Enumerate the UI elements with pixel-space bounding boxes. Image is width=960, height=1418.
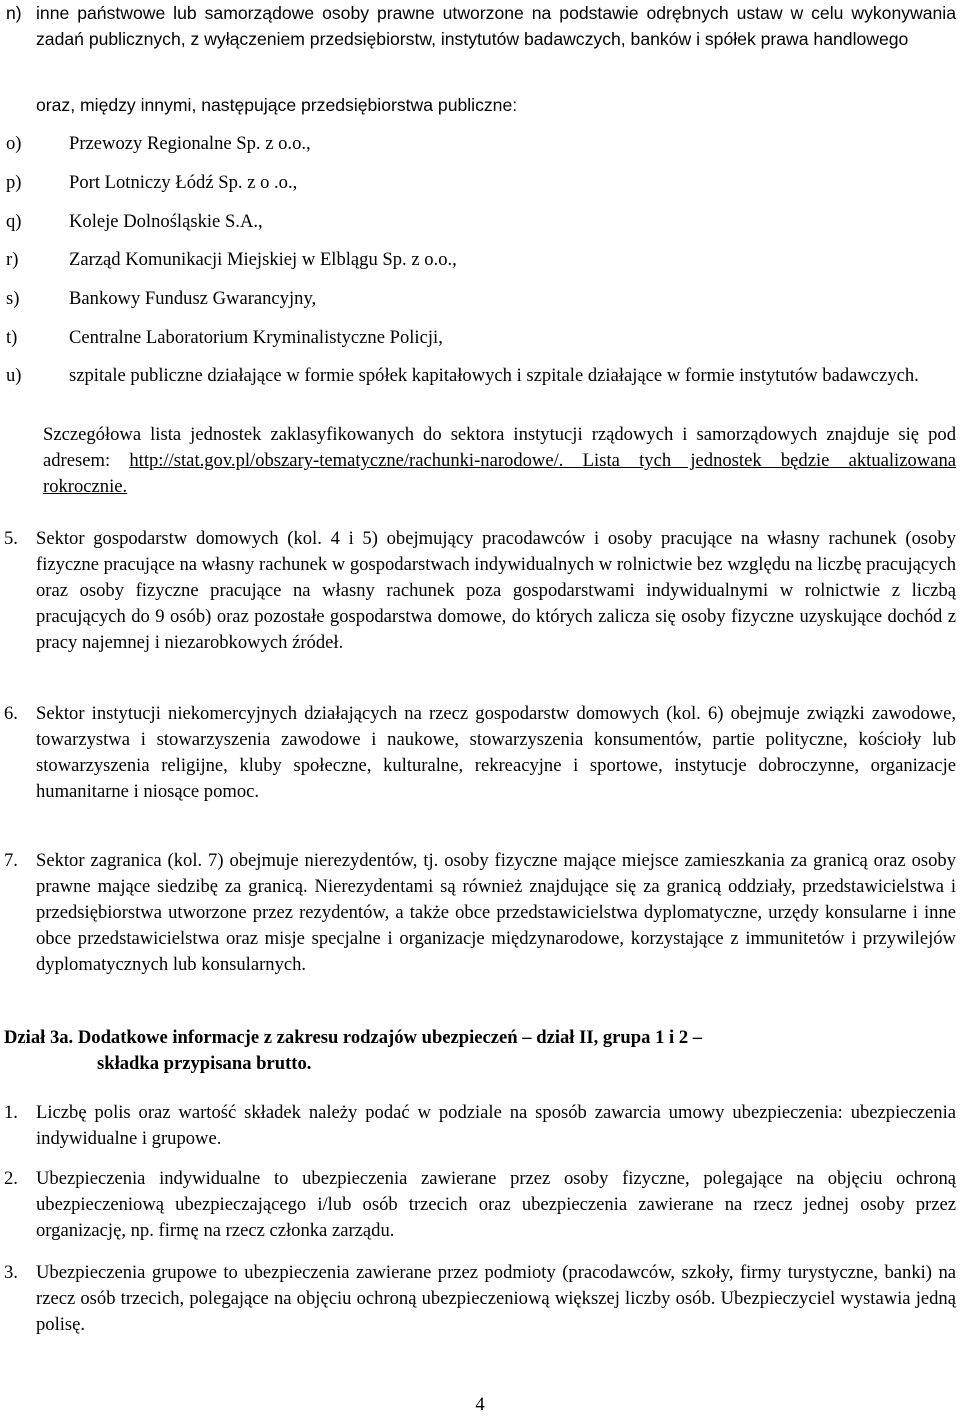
intro-line: oraz, między innymi, następujące przedsiębiorstwa publiczne:: [36, 95, 518, 115]
item-label: t): [6, 327, 18, 348]
stat-gov-link[interactable]: http://stat.gov.pl/obszary-tematyczne/rachunki-narodowe/: [129, 450, 559, 471]
item-label: 6.: [4, 703, 18, 724]
item-label: 5.: [4, 528, 18, 549]
item-label: 2.: [4, 1168, 18, 1189]
item-text: Bankowy Fundusz Gwarancyjny,: [69, 288, 317, 309]
item-text: Ubezpieczenia indywidualne to ubezpieczenia zawierane przez osoby fizyczne, polegające na objęciu ochroną ubezpieczeniową ubezpieczającego i/lub osób trzecich oraz ubezpieczenia zawierane na rzecz jednej osoby przez organizację, np. firmę na rzecz członka zarządu.: [36, 1168, 956, 1241]
item-text: Liczbę polis oraz wartość składek należy podać w podziale na sposób zawarcia umowy ubezpieczenia: ubezpieczenia indywidualne i grupowe.: [36, 1102, 956, 1149]
item-text: Przewozy Regionalne Sp. z o.o.,: [69, 133, 311, 154]
item-text: Sektor zagranica (kol. 7) obejmuje nierezydentów, tj. osoby fizyczne mające miejsce zamieszkania za granicą oraz osoby prawne mające siedzibę za granicą. Nierezydentami są również znajdujące się za granicą oddziały, przedstawicielstwa i przedsiębiorstwa utworzone przez rezydentów, a także obce przedstawicielstwa dyplomatyczne, urzędy konsularne i inne obce przedstawicielstwa oraz misje specjalne i organizacje międzynarodowe, korzystające z immunitetów i przywilejów dyplomatycznych lub konsularnych.: [36, 850, 956, 975]
item-label: q): [6, 211, 22, 232]
detail-note: [43, 422, 956, 500]
page-number: 4: [475, 1394, 485, 1415]
item-text: Ubezpieczenia grupowe to ubezpieczenia zawierane przez podmioty (pracodawców, szkoły, firmy turystyczne, banki) na rzecz osób trzecich, polegające na objęciu ochroną ubezpieczeniową większej liczby osób. Ubezpieczyciel wystawia jedną polisę.: [36, 1262, 956, 1335]
heading-line-2: składka przypisana brutto.: [97, 1053, 312, 1074]
item-label: u): [6, 365, 22, 386]
item-text: Koleje Dolnośląskie S.A.,: [69, 211, 263, 232]
item-text: Sektor instytucji niekomercyjnych działających na rzecz gospodarstw domowych (kol. 6) obejmuje związki zawodowe, towarzystwa i stowarzyszenia zawodowe i naukowe, stowarzyszenia konsumentów, partie polityczne, kościoły lub stowarzyszenia religijne, kluby społeczne, kulturalne, rekreacyjne i sportowe, instytucje dobroczynne, organizacje humanitarne i niosące pomoc.: [36, 703, 956, 802]
item-label: s): [6, 288, 20, 309]
item-text: Sektor gospodarstw domowych (kol. 4 i 5) obejmujący pracodawców i osoby pracujące na własny rachunek (osoby fizyczne pracujące na własny rachunek w gospodarstwach indywidualnych w rolnictwie bez względu na liczbę pracujących oraz osoby fizyczne pracujące na własny rachunek poza gospodarstwami indywidualnymi w rolnictwie z liczbą pracujących do 9 osób) oraz pozostałe gospodarstwa domowe, do których zalicza się osoby fizyczne uzyskujące dochód z pracy najemnej i niezarobkowych źródeł.: [36, 528, 957, 653]
heading-line-1: Dział 3a. Dodatkowe informacje z zakresu rodzajów ubezpieczeń – dział II, grupa 1 i 2 –: [4, 1027, 703, 1048]
item-label: p): [6, 172, 22, 193]
note-text: Szczegółowa lista jednostek zaklasyfikowanych do sektora instytucji rządowych i samorządowych znajduje się pod adresem:: [43, 424, 956, 471]
item-text: Zarząd Komunikacji Miejskiej w Elblągu Sp. z o.o.,: [69, 249, 457, 270]
item-text: Centralne Laboratorium Kryminalistyczne Policji,: [69, 327, 443, 348]
item-label: 1.: [4, 1102, 18, 1123]
item-label: 7.: [4, 850, 18, 871]
item-text: szpitale publiczne działające w formie spółek kapitałowych i szpitale działające w formie instytutów badawczych.: [69, 365, 919, 386]
item-label: r): [6, 249, 19, 270]
item-text: inne państwowe lub samorządowe osoby prawne utworzone na podstawie odrębnych ustaw w celu wykonywania zadań publicznych, z wyłączeniem przedsiębiorstw, instytutów badawczych, banków i spółek prawa handlowego: [36, 3, 956, 49]
item-label: 3.: [4, 1262, 18, 1283]
link-end: .: [558, 450, 564, 471]
item-label: n): [6, 3, 22, 23]
note-update-text: Lista tych jednostek będzie aktualizowana rokrocznie.: [43, 450, 956, 497]
item-label: o): [6, 133, 22, 154]
item-text: Port Lotniczy Łódź Sp. z o .o.,: [69, 172, 298, 193]
